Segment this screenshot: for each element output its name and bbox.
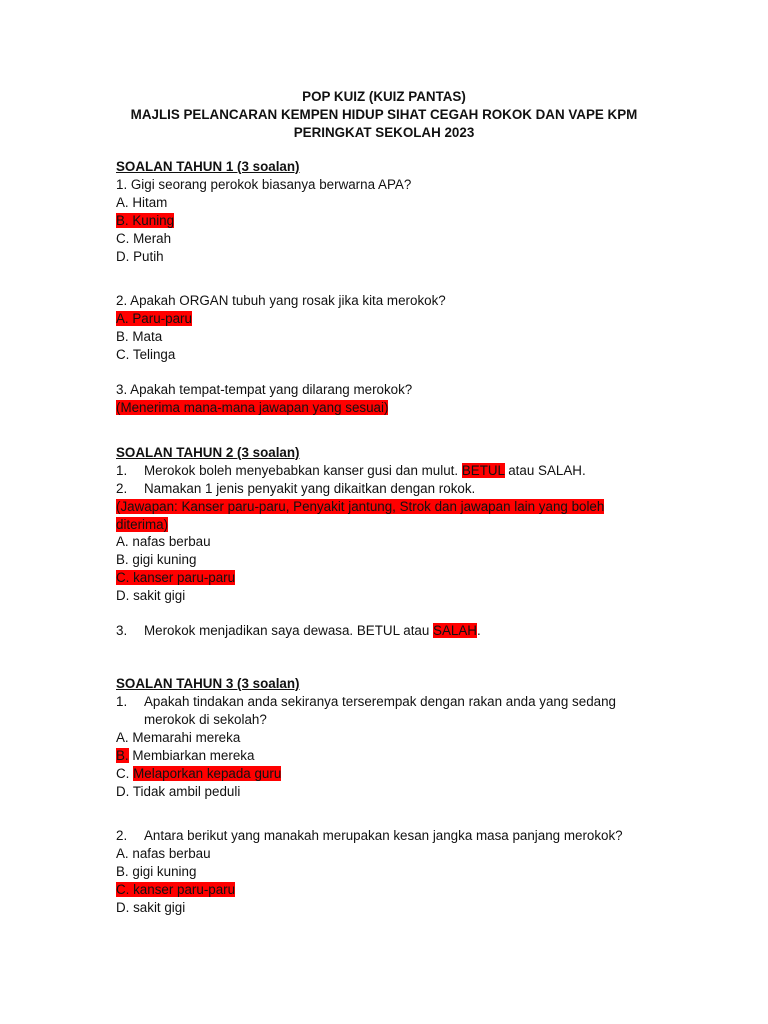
answer-note (116, 399, 388, 417)
answer-highlight: diterima) (116, 517, 169, 532)
section-heading-tahun-1: SOALAN TAHUN 1 (3 soalan) (116, 159, 300, 174)
question-false-option: SALAH. (538, 463, 586, 478)
option-item-answer (116, 212, 174, 230)
option-item-answer (116, 881, 235, 899)
question-connector: atau (504, 463, 539, 478)
question-number: 1. (116, 694, 128, 709)
document-subtitle-year: PERINGKAT SEKOLAH 2023 (293, 125, 475, 140)
answer-highlight: B. (116, 748, 129, 763)
question-text (116, 480, 475, 498)
option-letter: C. (116, 766, 134, 781)
document-title: POP KUIZ (KUIZ PANTAS) (302, 89, 466, 104)
answer-highlight: (Jawapan: Kanser paru-paru, Penyakit jantung, Strok dan jawapan lain yang boleh (116, 499, 605, 514)
answer-note (116, 516, 168, 534)
option-item: B. gigi kuning (116, 864, 197, 879)
question-text (116, 827, 623, 845)
question-body: Antara berikut yang manakah merupakan kesan jangka masa panjang merokok? (144, 828, 623, 843)
document-subtitle: MAJLIS PELANCARAN KEMPEN HIDUP SIHAT CEGAH ROKOK DAN VAPE KPM (130, 107, 638, 122)
question-text: 1. Gigi seorang perokok biasanya berwarna APA? (116, 177, 412, 192)
question-text: 3. Apakah tempat-tempat yang dilarang merokok? (116, 382, 413, 397)
question-body: Apakah tindakan anda sekiranya terserempak dengan rakan anda yang sedang (144, 694, 616, 709)
answer-note (116, 498, 604, 516)
option-item: C. Telinga (116, 347, 176, 362)
question-text (116, 622, 481, 640)
option-item: B. Mata (116, 329, 163, 344)
answer-highlight: Melaporkan kepada guru (133, 766, 282, 781)
option-item: C. Merah (116, 231, 172, 246)
question-body: Namakan 1 jenis penyakit yang dikaitkan dengan rokok. (144, 481, 476, 496)
question-body: Merokok boleh menyebabkan kanser gusi dan mulut. (144, 463, 462, 478)
question-text (116, 693, 616, 711)
answer-highlight: (Menerima mana-mana jawapan yang sesuai) (116, 400, 389, 415)
question-text-continued: merokok di sekolah? (144, 712, 267, 727)
option-item-answer (116, 765, 281, 783)
question-text: 2. Apakah ORGAN tubuh yang rosak jika kita merokok? (116, 293, 446, 308)
question-body: Merokok menjadikan saya dewasa. BETUL atau (144, 623, 434, 638)
option-item: A. nafas berbau (116, 534, 211, 549)
answer-highlight: SALAH (433, 623, 477, 638)
section-heading-tahun-2: SOALAN TAHUN 2 (3 soalan) (116, 445, 300, 460)
question-number: 1. (116, 463, 128, 478)
option-item: A. nafas berbau (116, 846, 211, 861)
option-text: Membiarkan mereka (128, 748, 255, 763)
question-number: 2. (116, 828, 128, 843)
answer-highlight: BETUL (461, 463, 505, 478)
option-item (116, 747, 254, 765)
option-item: D. sakit gigi (116, 588, 186, 603)
option-item: D. sakit gigi (116, 900, 186, 915)
question-text (116, 462, 586, 480)
option-item: D. Tidak ambil peduli (116, 784, 241, 799)
answer-highlight: B. Kuning (116, 213, 175, 228)
option-item: D. Putih (116, 249, 164, 264)
answer-highlight: C. kanser paru-paru (116, 882, 236, 897)
question-end: . (476, 623, 481, 638)
section-heading-tahun-3: SOALAN TAHUN 3 (3 soalan) (116, 676, 300, 691)
option-item-answer (116, 569, 235, 587)
option-item: B. gigi kuning (116, 552, 197, 567)
answer-highlight: A. Paru-paru (116, 311, 192, 326)
option-item-answer (116, 310, 192, 328)
question-number: 3. (116, 623, 128, 638)
answer-highlight: C. kanser paru-paru (116, 570, 236, 585)
option-item: A. Memarahi mereka (116, 730, 241, 745)
question-number: 2. (116, 481, 128, 496)
option-item: A. Hitam (116, 195, 168, 210)
